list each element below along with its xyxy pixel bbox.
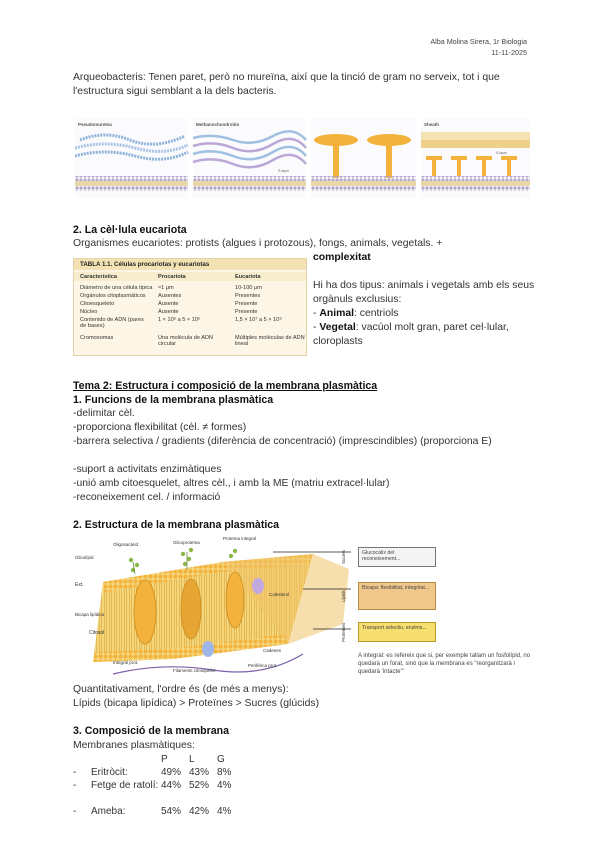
svg-text:Glicoproteïna: Glicoproteïna: [173, 540, 200, 545]
lipids-box: Bicapa: flexibilitat, integritat...: [358, 582, 436, 610]
order-line: Lípids (bicapa lipídica) > Proteïnes > Sucres (glúcids): [73, 698, 320, 709]
composition-row: - Ameba: 54% 42% 4%: [73, 806, 232, 817]
composition-table: [73, 754, 273, 848]
date: 11-11-2025: [491, 48, 527, 57]
svg-text:Glicolípid: Glicolípid: [75, 555, 94, 560]
svg-text:Citosol: Citosol: [89, 630, 105, 636]
sugars-box: Glucocàlix del reconeixement...: [358, 547, 436, 567]
archaea-panel-slayer: [311, 118, 416, 198]
svg-text:Methanochondroitin: Methanochondroitin: [196, 122, 240, 127]
svg-text:Cadenes: Cadenes: [263, 648, 282, 653]
svg-text:Oligosacàrid: Oligosacàrid: [113, 542, 139, 547]
function-item: -barrera selectiva / gradients (diferència de concentració) (imprescindibles) (proporciona E): [73, 436, 492, 447]
svg-text:Sucres: Sucres: [341, 549, 346, 564]
author: Alba Molina Sirera, 1r Biologia: [430, 37, 527, 46]
section-eukaryotic-title: 2. La cèl·lula eucariota: [73, 224, 187, 236]
archaea-wall-figure: [75, 118, 530, 198]
table-prokaryote-eukaryote: TABLA 1.1. Células procariotas y eucariotas Característica Procariota Eucariota Diámetro de una célula típica ≈1 μm 10-100 μm Orgánulos citoplasmáticos Ausentes Presentes Citoesqueleto Ausente Presente Núcleo Ausente Presente Contenido de ADN (pares de bases) 1 × 10⁶ a 5 × 10⁶ 1,5 × 10⁷ a 5 × 10⁹ Cromosomas Una molécula de ADN circular Múltiples moléculas de ADN lineal: [73, 258, 307, 356]
tema2-title: Tema 2: Estructura i composició de la membrana plasmàtica: [73, 380, 378, 392]
membrane-diagram: [73, 534, 353, 682]
proteins-box: Transport selectiu, enzims...: [358, 622, 436, 642]
svg-text:S-layer: S-layer: [278, 169, 290, 173]
integral-note: A integral: es refereix que si, per exemple tallam un fosfolípid, no quedarà un forat, sinó que la membrana es "reorganitzarà i quedarà 'intacte'": [358, 653, 531, 675]
svg-text:Ext.: Ext.: [75, 582, 84, 588]
archaea-panel-pseudomurein: [75, 118, 188, 198]
composition-subtitle: Membranes plasmàtiques:: [73, 740, 195, 751]
panel1-label: Pseudomureïna: [78, 122, 112, 127]
function-item: -proporciona flexibilitat (cèl. ≠ formes): [73, 422, 247, 433]
archaea-paragraph: Arqueobacteris: Tenen paret, però no mureïna, així que la tinció de gram no serveix, tot i que l'estructura sigui semblant a la dels bacteris.: [73, 72, 500, 97]
quantitative-line: Quantitativament, l'ordre és (de més a menys):: [73, 684, 289, 695]
function-item: -delimitar cèl.: [73, 408, 135, 419]
section-eukaryotic-line1: Organismes eucariotes: protists (algues i protozous), fongs, animals, vegetals. +: [73, 238, 443, 249]
svg-text:Lipids: Lipids: [341, 590, 346, 602]
composition-header-row: P L G: [161, 754, 225, 765]
composition-row: - Eritròcit: 49% 43% 8%: [73, 767, 232, 778]
animal-line: - Animal: centriols: [313, 308, 399, 319]
complexity-word: complexitat: [313, 252, 371, 263]
svg-text:S-layer: S-layer: [496, 151, 508, 155]
page-header: [430, 36, 527, 58]
svg-text:Bicapa lipídica: Bicapa lipídica: [75, 612, 105, 617]
table-title: TABLA 1.1. Células procariotas y eucariotas: [80, 261, 210, 268]
svg-text:Integral prot.: Integral prot.: [113, 660, 139, 665]
function-item: -unió amb citoesquelet, altres cèl., i amb la ME (matriu extracel·lular): [73, 478, 390, 489]
vegetal-line: - Vegetal: vacúol molt gran, paret cel·lular, cloroplasts: [313, 322, 509, 347]
structure-title: 2. Estructura de la membrana plasmàtica: [73, 519, 280, 531]
cell-types-intro: Hi ha dos tipus: animals i vegetals amb els seus orgànuls exclusius:: [313, 280, 535, 305]
archaea-panel-sheath: [421, 118, 530, 198]
svg-text:Proteïna integral: Proteïna integral: [223, 536, 257, 541]
svg-text:Proteïnes: Proteïnes: [341, 622, 346, 642]
composition-title: 3. Composició de la membrana: [73, 725, 230, 737]
functions-title: 1. Funcions de la membrana plasmàtica: [73, 394, 274, 406]
function-item: -reconeixement cel. / informació: [73, 492, 221, 503]
svg-text:Colesterol: Colesterol: [269, 592, 290, 597]
composition-row: - Fetge de ratolí: 44% 52% 4%: [73, 780, 232, 791]
function-item: -suport a activitats enzimàtiques: [73, 464, 222, 475]
svg-text:Perifèrica prot.: Perifèrica prot.: [248, 663, 278, 668]
svg-text:Filaments citosquelet: Filaments citosquelet: [173, 668, 216, 673]
archaea-panel-methanochondroitin: [193, 118, 306, 198]
svg-text:Sheath: Sheath: [424, 122, 440, 127]
